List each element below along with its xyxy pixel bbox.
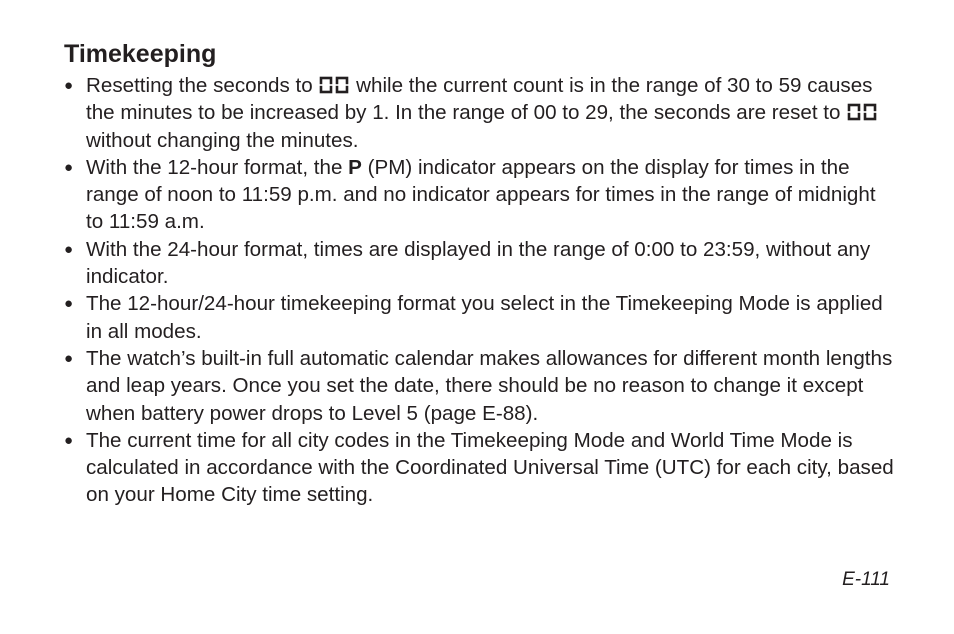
bullet-text: With the 12-hour format, the — [86, 155, 343, 179]
bullet-dot-icon: ● — [64, 240, 74, 258]
bullet-dot-icon: ● — [64, 431, 74, 449]
section-heading: Timekeeping — [64, 40, 217, 68]
bullet-item-format-all-modes — [64, 290, 894, 345]
bullet-text: without changing the minutes. — [86, 128, 359, 152]
bullet-list — [64, 72, 894, 509]
bullet-dot-icon: ● — [64, 77, 74, 94]
bullet-item-24-hour — [64, 236, 894, 291]
bullet-item-seconds-reset — [64, 72, 894, 154]
bullet-text: Resetting the seconds to — [86, 74, 313, 97]
bullet-dot-icon: ● — [64, 158, 74, 176]
bullet-item-12-hour — [64, 154, 894, 236]
bullet-text: (PM) indicator appears on the display for times in the range of noon to 11:59 p.m. and no indicator appears for times in the range of midnight to 11:59 a.m. — [86, 155, 876, 234]
bullet-text: With the 24-hour format, times are displayed in the range of 0:00 to 23:59, without any indicator. — [86, 237, 871, 289]
bullet-text: The 12-hour/24-hour timekeeping format you select in the Timekeeping Mode is applied in all modes. — [86, 292, 883, 343]
bullet-item-calendar — [64, 345, 894, 427]
page-number: E-111 — [842, 569, 890, 590]
bullet-text: The watch’s built-in full automatic calendar makes allowances for different month lengths and leap years. Once you set the date, there should be no reason to change it except when battery power drops to Level 5 (page E-88). — [86, 346, 893, 425]
bullet-text: while the current count is in the range of 30 to 59 causes the minutes to be increased by 1. In the range of 00 to 29, the seconds are reset to — [86, 74, 873, 125]
bullet-dot-icon: ● — [64, 349, 74, 367]
bullet-item-utc — [64, 427, 894, 509]
pm-indicator-label: P — [348, 155, 362, 179]
lcd-digits-00-icon — [847, 103, 877, 121]
lcd-digits-00-icon — [319, 76, 349, 94]
manual-page — [64, 38, 894, 509]
bullet-text: The current time for all city codes in the Timekeeping Mode and World Time Mode is calculated in accordance with the Coordinated Universal Time (UTC) for each city, based on your Home City time setting. — [86, 428, 894, 507]
bullet-dot-icon: ● — [64, 295, 74, 313]
